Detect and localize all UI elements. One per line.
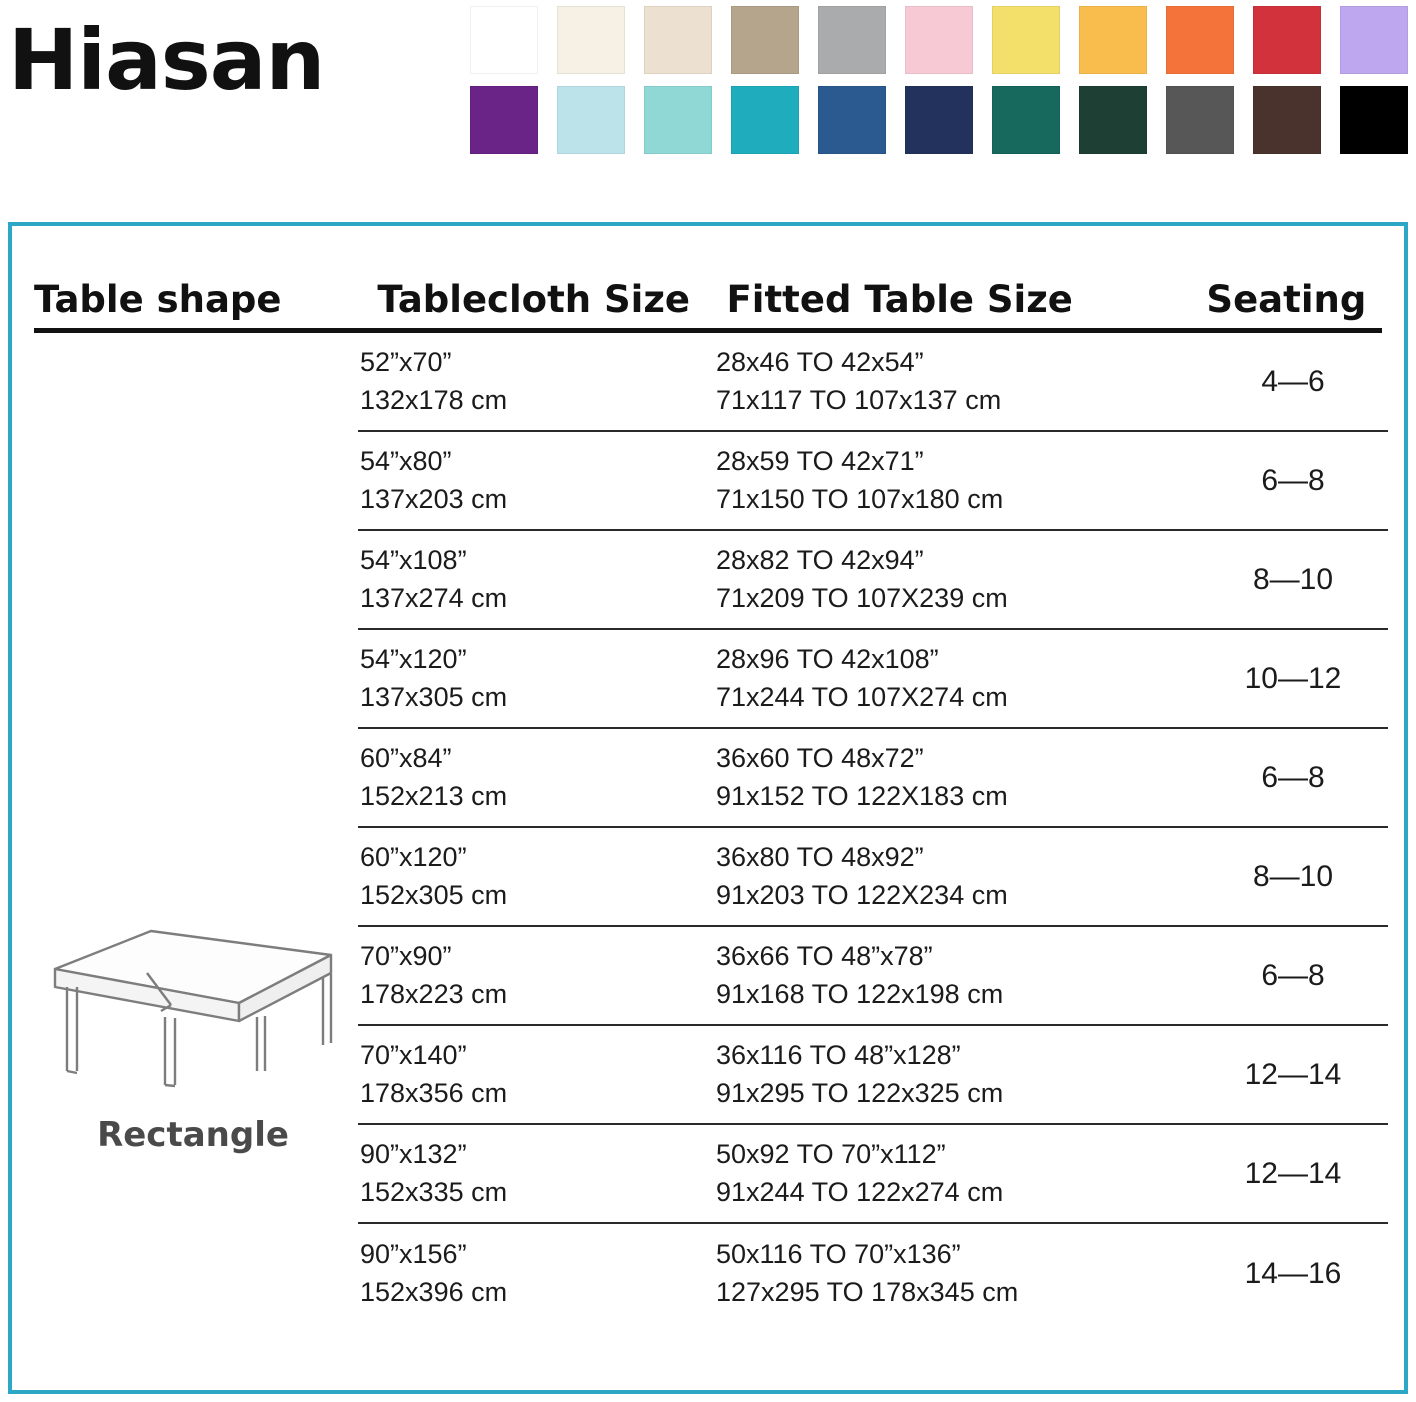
tablecloth-size-cm: 152x213 cm — [360, 780, 508, 811]
swatch-row-2 — [470, 86, 1416, 154]
shape-cell — [28, 333, 358, 1323]
shape-label: Rectangle — [97, 1115, 289, 1155]
cell-tablecloth-size — [358, 1136, 716, 1211]
cell-tablecloth-size — [358, 641, 716, 716]
color-swatch-r1-4[interactable] — [731, 6, 799, 74]
size-rows — [358, 333, 1388, 1323]
color-swatch-r2-7[interactable] — [992, 86, 1060, 154]
tablecloth-size-inches: 54”x108” — [360, 545, 467, 576]
rectangle-table-icon — [43, 921, 343, 1091]
color-swatch-r2-1[interactable] — [470, 86, 538, 154]
cell-fitted-table-size — [716, 938, 1208, 1013]
cell-fitted-table-size — [716, 1136, 1208, 1211]
color-swatch-r2-10[interactable] — [1253, 86, 1321, 154]
fitted-size-inches: 28x82 TO 42x94” — [716, 545, 924, 576]
table-row — [358, 432, 1388, 531]
tablecloth-size-cm: 137x305 cm — [360, 681, 508, 712]
cell-tablecloth-size — [358, 542, 716, 617]
color-swatch-r1-2[interactable] — [557, 6, 625, 74]
fitted-size-cm: 71x209 TO 107X239 cm — [716, 582, 1008, 613]
cell-seating: 12—14 — [1244, 1156, 1342, 1190]
brand-logo: Hiasan — [8, 11, 325, 109]
swatch-row-1 — [470, 6, 1416, 74]
color-swatch-r1-3[interactable] — [644, 6, 712, 74]
color-swatch-r2-2[interactable] — [557, 86, 625, 154]
color-swatch-r1-9[interactable] — [1166, 6, 1234, 74]
fitted-size-inches: 36x60 TO 48x72” — [716, 743, 924, 774]
table-row — [358, 1224, 1388, 1323]
cell-fitted-table-size — [716, 344, 1208, 419]
cell-fitted-table-size — [716, 542, 1208, 617]
cell-fitted-table-size — [716, 1236, 1208, 1311]
tablecloth-size-inches: 54”x120” — [360, 644, 467, 675]
tablecloth-size-inches: 60”x84” — [360, 743, 452, 774]
fitted-size-inches: 50x92 TO 70”x112” — [716, 1139, 946, 1170]
cell-tablecloth-size — [358, 938, 716, 1013]
cell-fitted-table-size — [716, 641, 1208, 716]
table-header-row — [28, 256, 1388, 321]
fitted-size-inches: 36x66 TO 48”x78” — [716, 941, 933, 972]
color-swatch-r1-8[interactable] — [1079, 6, 1147, 74]
fitted-size-cm: 91x168 TO 122x198 cm — [716, 978, 1004, 1009]
color-swatch-r1-7[interactable] — [992, 6, 1060, 74]
tablecloth-size-cm: 152x335 cm — [360, 1176, 508, 1207]
color-swatch-r1-1[interactable] — [470, 6, 538, 74]
tablecloth-size-cm: 178x223 cm — [360, 978, 508, 1009]
table-row — [358, 927, 1388, 1026]
header-fitted-table-size: Fitted Table Size — [726, 278, 1073, 321]
tablecloth-size-cm: 137x203 cm — [360, 483, 508, 514]
cell-seating: 14—16 — [1244, 1256, 1342, 1290]
fitted-size-cm: 127x295 TO 178x345 cm — [716, 1276, 1019, 1307]
table-row — [358, 630, 1388, 729]
fitted-size-inches: 50x116 TO 70”x136” — [716, 1239, 961, 1270]
fitted-size-cm: 91x244 TO 122x274 cm — [716, 1176, 1004, 1207]
header — [0, 0, 1416, 190]
cell-tablecloth-size — [358, 344, 716, 419]
cell-seating: 8—10 — [1252, 859, 1334, 893]
color-swatch-r2-4[interactable] — [731, 86, 799, 154]
cell-fitted-table-size — [716, 740, 1208, 815]
tablecloth-size-cm: 152x305 cm — [360, 879, 508, 910]
cell-tablecloth-size — [358, 740, 716, 815]
size-chart-card — [8, 222, 1408, 1394]
tablecloth-size-inches: 52”x70” — [360, 347, 452, 378]
tablecloth-size-inches: 60”x120” — [360, 842, 467, 873]
table-row — [358, 333, 1388, 432]
table-row — [358, 531, 1388, 630]
fitted-size-cm: 71x244 TO 107X274 cm — [716, 681, 1008, 712]
color-swatch-r2-9[interactable] — [1166, 86, 1234, 154]
cell-seating: 12—14 — [1244, 1057, 1342, 1091]
table-row — [358, 828, 1388, 927]
fitted-size-cm: 91x295 TO 122x325 cm — [716, 1077, 1004, 1108]
tablecloth-size-inches: 70”x90” — [360, 941, 452, 972]
tablecloth-size-cm: 178x356 cm — [360, 1077, 508, 1108]
cell-fitted-table-size — [716, 839, 1208, 914]
cell-tablecloth-size — [358, 443, 716, 518]
cell-seating: 10—12 — [1244, 661, 1342, 695]
table-body — [28, 333, 1388, 1323]
cell-tablecloth-size — [358, 839, 716, 914]
color-swatch-r2-5[interactable] — [818, 86, 886, 154]
tablecloth-size-cm: 152x396 cm — [360, 1276, 508, 1307]
cell-fitted-table-size — [716, 1037, 1208, 1112]
tablecloth-size-inches: 90”x156” — [360, 1239, 467, 1270]
fitted-size-inches: 36x116 TO 48”x128” — [716, 1040, 961, 1071]
table-row — [358, 729, 1388, 828]
cell-seating: 4—6 — [1261, 364, 1325, 398]
color-swatch-r2-8[interactable] — [1079, 86, 1147, 154]
color-swatch-r1-11[interactable] — [1340, 6, 1408, 74]
fitted-size-cm: 71x150 TO 107x180 cm — [716, 483, 1004, 514]
color-swatch-r2-3[interactable] — [644, 86, 712, 154]
cell-seating: 6—8 — [1261, 463, 1325, 497]
fitted-size-cm: 91x203 TO 122X234 cm — [716, 879, 1008, 910]
cell-seating: 6—8 — [1261, 760, 1325, 794]
cell-tablecloth-size — [358, 1236, 716, 1311]
table-row — [358, 1026, 1388, 1125]
cell-seating: 8—10 — [1252, 562, 1334, 596]
color-swatch-r1-5[interactable] — [818, 6, 886, 74]
cell-seating: 6—8 — [1261, 958, 1325, 992]
header-table-shape: Table shape — [34, 278, 282, 321]
fitted-size-cm: 71x117 TO 107x137 cm — [716, 384, 1002, 415]
tablecloth-size-inches: 54”x80” — [360, 446, 452, 477]
tablecloth-size-cm: 137x274 cm — [360, 582, 508, 613]
color-swatch-r2-6[interactable] — [905, 86, 973, 154]
cell-tablecloth-size — [358, 1037, 716, 1112]
fitted-size-inches: 28x96 TO 42x108” — [716, 644, 939, 675]
header-tablecloth-size: Tablecloth Size — [377, 278, 690, 321]
cell-fitted-table-size — [716, 443, 1208, 518]
table-row — [358, 1125, 1388, 1224]
color-swatch-r1-6[interactable] — [905, 6, 973, 74]
fitted-size-inches: 28x46 TO 42x54” — [716, 347, 924, 378]
color-swatch-r2-11[interactable] — [1340, 86, 1408, 154]
fitted-size-inches: 36x80 TO 48x92” — [716, 842, 924, 873]
color-swatch-r1-10[interactable] — [1253, 6, 1321, 74]
tablecloth-size-inches: 70”x140” — [360, 1040, 467, 1071]
tablecloth-size-inches: 90”x132” — [360, 1139, 467, 1170]
fitted-size-inches: 28x59 TO 42x71” — [716, 446, 924, 477]
header-seating: Seating — [1206, 278, 1367, 321]
color-swatch-palette — [470, 0, 1416, 166]
tablecloth-size-cm: 132x178 cm — [360, 384, 508, 415]
fitted-size-cm: 91x152 TO 122X183 cm — [716, 780, 1008, 811]
